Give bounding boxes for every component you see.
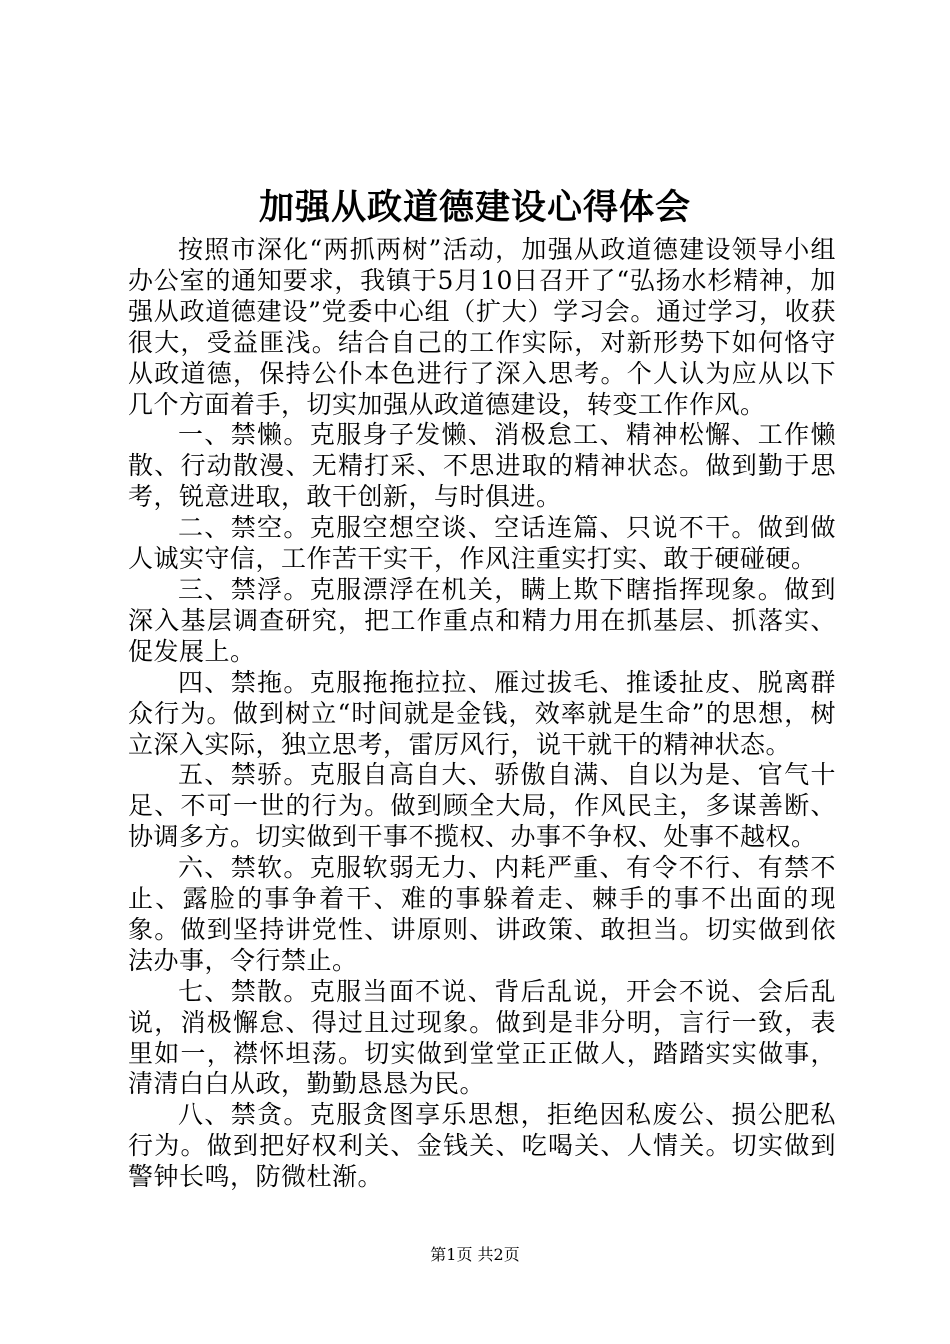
paragraph-item-3: 三、禁浮。克服漂浮在机关，瞒上欺下瞎指挥现象。做到深入基层调查研究，把工作重点和精力用在抓基层、抓落实、促发展上。 — [128, 574, 836, 666]
paragraph-item-1: 一、禁懒。克服身子发懒、消极怠工、精神松懈、工作懒散、行动散漫、无精打采、不思进取的精神状态。做到勤于思考，锐意进取，敢干创新，与时俱进。 — [128, 420, 836, 512]
paragraph-item-4: 四、禁拖。克服拖拖拉拉、雁过拔毛、推诿扯皮、脱离群众行为。做到树立“时间就是金钱，效率就是生命”的思想，树立深入实际，独立思考，雷厉风行，说干就干的精神状态。 — [128, 667, 836, 759]
paragraph-item-2: 二、禁空。克服空想空谈、空话连篇、只说不干。做到做人诚实守信，工作苦干实干，作风注重实打实、敢于硬碰硬。 — [128, 513, 836, 574]
paragraph-intro: 按照市深化“两抓两树”活动，加强从政道德建设领导小组办公室的通知要求，我镇于5月10日召开了“弘扬水杉精神，加强从政道德建设”党委中心组（扩大）学习会。通过学习，收获很大，受益匪浅。结合自己的工作实际，对新形势下如何恪守从政道德，保持公仆本色进行了深入思考。个人认为应从以下几个方面着手，切实加强从政道德建设，转变工作作风。 — [128, 235, 836, 419]
document-title: 加强从政道德建设心得体会 — [258, 187, 691, 228]
paragraph-item-5: 五、禁骄。克服自高自大、骄傲自满、自以为是、官气十足、不可一世的行为。做到顾全大局，作风民主，多谋善断、协调多方。切实做到干事不揽权、办事不争权、处事不越权。 — [128, 760, 836, 852]
paragraph-item-6: 六、禁软。克服软弱无力、内耗严重、有令不行、有禁不止、露脸的事争着干、难的事躲着走、棘手的事不出面的现象。做到坚持讲党性、讲原则、讲政策、敢担当。切实做到依法办事，令行禁止。 — [128, 853, 836, 975]
paragraph-item-7: 七、禁散。克服当面不说、背后乱说，开会不说、会后乱说，消极懈怠、得过且过现象。做到是非分明，言行一致，表里如一，襟怀坦荡。切实做到堂堂正正做人，踏踏实实做事，清清白白从政，勤勤恳恳为民。 — [128, 976, 836, 1099]
document-body — [128, 235, 836, 1193]
page-number-footer: 第1页 共2页 — [430, 1245, 520, 1264]
paragraph-item-8: 八、禁贪。克服贪图享乐思想，拒绝因私废公、损公肥私行为。做到把好权利关、金钱关、吃喝关、人情关。切实做到警钟长鸣，防微杜渐。 — [128, 1100, 836, 1192]
